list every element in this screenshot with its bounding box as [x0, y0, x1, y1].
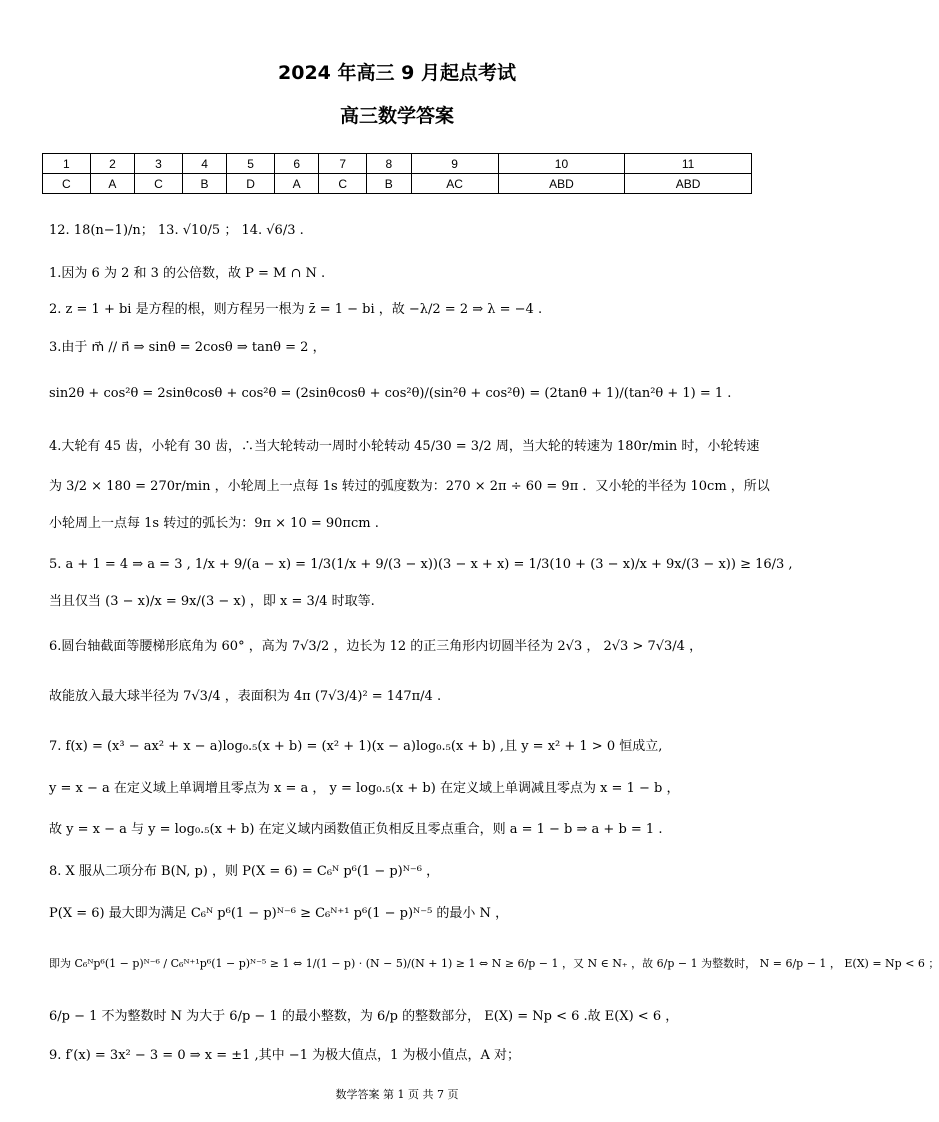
question-number: 10 [498, 154, 625, 174]
answer-cell: B [367, 174, 411, 194]
answer-cell: ABD [498, 174, 625, 194]
answer-cell: B [182, 174, 226, 194]
solution-line: 小轮周上一点每 1s 转过的弧长为：9π × 10 = 90πcm . [49, 516, 379, 531]
answer-cell: D [227, 174, 275, 194]
question-number: 4 [182, 154, 226, 174]
question-number: 5 [227, 154, 275, 174]
solution-line: 为 3/2 × 180 = 270r/min ，小轮周上一点每 1s 转过的弧度数为：270 × 2π ÷ 60 = 9π ．又小轮的半径为 10cm ，所以 [49, 479, 770, 494]
solution-line: 即为 C₆ᴺp⁶(1 − p)ᴺ⁻⁶ / C₆ᴺ⁺¹p⁶(1 − p)ᴺ⁻⁵ ≥ 1 ⇔ 1/(1 − p) · (N − 5)/(N + 1) ≥ 1 ⇔ N ≥ 6/p − 1 ，又 N ∈ N₊ ，故 6/p − 1 为整数时， N = 6/p − 1 ， E(X) = Np < 6 ； [49, 957, 939, 970]
solution-line: 12. 18(n−1)/n； 13. √10/5 ； 14. √6/3 . [49, 223, 304, 238]
solution-line: 6/p − 1 不为整数时 N 为大于 6/p − 1 的最小整数，为 6/p 的整数部分， E(X) = Np < 6 .故 E(X) < 6 ， [49, 1009, 679, 1024]
question-number-row [43, 154, 752, 174]
solution-line: 2. z = 1 + bi 是方程的根，则方程另一根为 z̄ = 1 − bi ，故 −λ/2 = 2 ⇒ λ = −4 . [49, 302, 543, 317]
exam-title: 2024 年高三 9 月起点考试 [278, 62, 516, 84]
answer-cell: C [135, 174, 183, 194]
question-number: 8 [367, 154, 411, 174]
solution-line: 7. f(x) = (x³ − ax² + x − a)log₀.₅(x + b) = (x² + 1)(x − a)log₀.₅(x + b) ,且 y = x² + 1 > 0 恒成立, [49, 739, 663, 754]
question-number: 1 [43, 154, 91, 174]
solution-line: 6.圆台轴截面等腰梯形底角为 60° ，高为 7√3/2 ，边长为 12 的正三角形内切圆半径为 2√3 ， 2√3 > 7√3/4 ， [49, 639, 703, 654]
question-number: 11 [625, 154, 752, 174]
question-number: 2 [90, 154, 134, 174]
solution-line: sin2θ + cos²θ = 2sinθcosθ + cos²θ = (2sinθcosθ + cos²θ)/(sin²θ + cos²θ) = (2tanθ + 1)/(tan²θ + 1) = 1 . [49, 386, 732, 401]
question-number: 9 [411, 154, 498, 174]
solution-line: 8. X 服从二项分布 B(N, p) ，则 P(X = 6) = C₆ᴺ p⁶(1 − p)ᴺ⁻⁶ ， [49, 864, 440, 879]
solution-line: 5. a + 1 = 4 ⇒ a = 3 , 1/x + 9/(a − x) = 1/3(1/x + 9/(3 − x))(3 − x + x) = 1/3(10 + (3 − x)/x + 9x/(3 − x)) ≥ 16/3 , [49, 557, 793, 572]
solution-line: 故 y = x − a 与 y = log₀.₅(x + b) 在定义域内函数值正负相反且零点重合，则 a = 1 − b ⇒ a + b = 1 . [49, 822, 663, 837]
answer-cell: C [319, 174, 367, 194]
question-number: 6 [274, 154, 318, 174]
solution-line: 故能放入最大球半径为 7√3/4 ，表面积为 4π (7√3/4)² = 147π/4 . [49, 689, 442, 704]
question-number: 3 [135, 154, 183, 174]
solution-line: 4.大轮有 45 齿，小轮有 30 齿，∴当大轮转动一周时小轮转动 45/30 = 3/2 周，当大轮的转速为 180r/min 时，小轮转速 [49, 439, 760, 454]
page-footer: 数学答案 第 1 页 共 7 页 [335, 1088, 459, 1101]
solution-line: 9. f′(x) = 3x² − 3 = 0 ⇒ x = ±1 ,其中 −1 为极大值点，1 为极小值点，A 对； [49, 1048, 521, 1063]
answer-table [42, 153, 752, 194]
answer-cell: C [43, 174, 91, 194]
answer-cell: A [90, 174, 134, 194]
answer-cell: AC [411, 174, 498, 194]
answer-row [43, 174, 752, 194]
solution-line: 1.因为 6 为 2 和 3 的公倍数，故 P = M ∩ N . [49, 266, 326, 281]
solution-line: P(X = 6) 最大即为满足 C₆ᴺ p⁶(1 − p)ᴺ⁻⁶ ≥ C₆ᴺ⁺¹ p⁶(1 − p)ᴺ⁻⁵ 的最小 N ， [49, 906, 509, 921]
answer-cell: A [274, 174, 318, 194]
question-number: 7 [319, 154, 367, 174]
solution-line: y = x − a 在定义域上单调增且零点为 x = a ， y = log₀.₅(x + b) 在定义域上单调减且零点为 x = 1 − b ， [49, 781, 680, 796]
exam-subtitle: 高三数学答案 [339, 105, 454, 127]
solution-line: 3.由于 m⃗ // n⃗ ⇒ sinθ = 2cosθ ⇒ tanθ = 2 ， [49, 340, 326, 355]
solution-line: 当且仅当 (3 − x)/x = 9x/(3 − x) ，即 x = 3/4 时取等. [49, 594, 375, 609]
answer-cell: ABD [625, 174, 752, 194]
